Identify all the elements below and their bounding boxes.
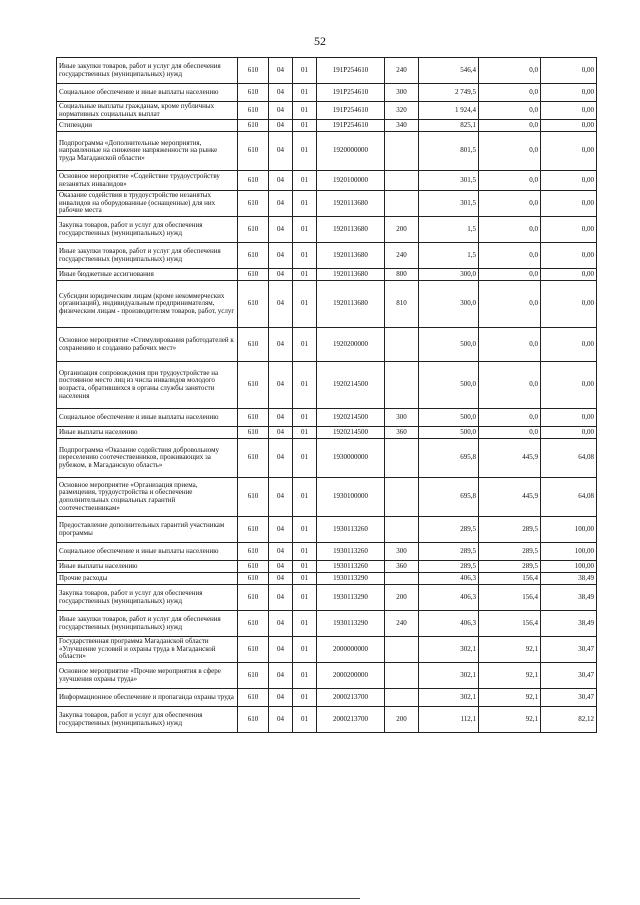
cell-target-item: 1920214500 [317,409,385,427]
cell-ved-code: 610 [238,102,269,120]
cell-ved-code: 610 [238,707,269,733]
cell-ved-code: 610 [238,269,269,281]
cell-ved-code: 610 [238,328,269,362]
cell-execution-percent: 100,00 [541,543,597,561]
cell-name: Социальное обеспечение и иные выплаты населению [57,409,238,427]
cell-section: 04 [269,585,293,611]
cell-section: 04 [269,611,293,637]
cell-execution-percent: 0,00 [541,243,597,269]
cell-name: Подпрограмма «Оказание содействия добровольному переселению соотечественников, проживающих за рубежом, в Магаданскую область» [57,439,238,478]
cell-subsection: 01 [293,120,317,132]
table-row [57,362,597,409]
cell-executed-amount: 0,0 [479,362,541,409]
cell-target-item: 1920113680 [317,217,385,243]
cell-name: Закупка товаров, работ и услуг для обеспечения государственных (муниципальных) нужд [57,585,238,611]
cell-subsection: 01 [293,611,317,637]
table-row [57,84,597,102]
budget-table [56,57,597,733]
cell-expense-type [385,191,419,217]
table-row [57,427,597,439]
table-row [57,439,597,478]
cell-approved-amount: 289,5 [419,561,479,573]
cell-expense-type [385,328,419,362]
cell-expense-type [385,439,419,478]
cell-executed-amount: 0,0 [479,58,541,84]
cell-section: 04 [269,328,293,362]
cell-approved-amount: 289,5 [419,543,479,561]
cell-execution-percent: 38,49 [541,585,597,611]
cell-subsection: 01 [293,478,317,517]
cell-approved-amount: 302,1 [419,663,479,689]
cell-execution-percent: 0,00 [541,132,597,171]
table-row [57,132,597,171]
cell-approved-amount: 406,3 [419,573,479,585]
cell-ved-code: 610 [238,517,269,543]
cell-execution-percent: 30,47 [541,689,597,707]
table-row [57,689,597,707]
cell-section: 04 [269,663,293,689]
cell-ved-code: 610 [238,573,269,585]
cell-ved-code: 610 [238,689,269,707]
cell-section: 04 [269,362,293,409]
cell-target-item: 2000200000 [317,663,385,689]
cell-subsection: 01 [293,243,317,269]
cell-expense-type: 300 [385,543,419,561]
cell-subsection: 01 [293,217,317,243]
cell-name: Иные закупки товаров, работ и услуг для обеспечения государственных (муниципальных) нужд [57,58,238,84]
cell-target-item: 1920113680 [317,281,385,328]
cell-execution-percent: 100,00 [541,517,597,543]
cell-name: Социальное обеспечение и иные выплаты населению [57,543,238,561]
cell-executed-amount: 0,0 [479,217,541,243]
cell-target-item: 1930113290 [317,585,385,611]
cell-approved-amount: 406,3 [419,585,479,611]
cell-execution-percent: 0,00 [541,102,597,120]
cell-name: Стипендии [57,120,238,132]
cell-target-item: 2000213700 [317,707,385,733]
cell-target-item: 191P254610 [317,84,385,102]
cell-ved-code: 610 [238,637,269,663]
cell-execution-percent: 38,49 [541,573,597,585]
cell-execution-percent: 82,12 [541,707,597,733]
cell-target-item: 1930113290 [317,573,385,585]
cell-target-item: 2000213700 [317,689,385,707]
cell-executed-amount: 0,0 [479,132,541,171]
cell-section: 04 [269,517,293,543]
cell-executed-amount: 445,9 [479,439,541,478]
cell-target-item: 1920113680 [317,269,385,281]
cell-name: Прочие расходы [57,573,238,585]
cell-approved-amount: 801,5 [419,132,479,171]
cell-target-item: 1930000000 [317,439,385,478]
cell-approved-amount: 1,5 [419,243,479,269]
cell-approved-amount: 825,1 [419,120,479,132]
table-row [57,328,597,362]
cell-execution-percent: 0,00 [541,362,597,409]
cell-ved-code: 610 [238,543,269,561]
cell-target-item: 1920113680 [317,191,385,217]
cell-subsection: 01 [293,58,317,84]
cell-name: Социальные выплаты гражданам, кроме публичных нормативных социальных выплат [57,102,238,120]
cell-subsection: 01 [293,585,317,611]
table-body [57,58,597,733]
cell-executed-amount: 0,0 [479,328,541,362]
cell-executed-amount: 0,0 [479,281,541,328]
cell-subsection: 01 [293,171,317,191]
cell-section: 04 [269,217,293,243]
cell-executed-amount: 92,1 [479,707,541,733]
cell-section: 04 [269,427,293,439]
cell-target-item: 1920113680 [317,243,385,269]
cell-name: Закупка товаров, работ и услуг для обеспечения государственных (муниципальных) нужд [57,707,238,733]
cell-subsection: 01 [293,191,317,217]
cell-approved-amount: 406,3 [419,611,479,637]
cell-executed-amount: 0,0 [479,171,541,191]
cell-subsection: 01 [293,517,317,543]
cell-expense-type: 810 [385,281,419,328]
cell-section: 04 [269,439,293,478]
cell-ved-code: 610 [238,217,269,243]
cell-name: Организация сопровождения при трудоустройстве на постоянное место лиц из числа инвалидов молодого возраста, обратившихся в органы службы занятости населения [57,362,238,409]
cell-execution-percent: 0,00 [541,84,597,102]
cell-target-item: 1920200000 [317,328,385,362]
cell-expense-type: 200 [385,707,419,733]
cell-ved-code: 610 [238,439,269,478]
cell-target-item: 1930113290 [317,611,385,637]
cell-name: Основное мероприятие «Содействие трудоустройству незанятых инвалидов» [57,171,238,191]
table-row [57,243,597,269]
cell-target-item: 2000000000 [317,637,385,663]
table-row [57,707,597,733]
cell-approved-amount: 300,0 [419,269,479,281]
cell-execution-percent: 0,00 [541,120,597,132]
table-row [57,281,597,328]
cell-execution-percent: 0,00 [541,281,597,328]
cell-ved-code: 610 [238,281,269,328]
cell-ved-code: 610 [238,611,269,637]
cell-subsection: 01 [293,132,317,171]
cell-approved-amount: 546,4 [419,58,479,84]
cell-name: Информационное обеспечение и пропаганда охраны труда [57,689,238,707]
cell-approved-amount: 500,0 [419,362,479,409]
cell-subsection: 01 [293,84,317,102]
cell-subsection: 01 [293,573,317,585]
cell-execution-percent: 0,00 [541,328,597,362]
cell-section: 04 [269,102,293,120]
cell-execution-percent: 64,08 [541,478,597,517]
cell-executed-amount: 0,0 [479,191,541,217]
cell-section: 04 [269,269,293,281]
table-row [57,120,597,132]
cell-expense-type: 360 [385,427,419,439]
cell-expense-type [385,517,419,543]
cell-target-item: 1920214500 [317,427,385,439]
cell-target-item: 1920000000 [317,132,385,171]
cell-section: 04 [269,573,293,585]
cell-section: 04 [269,58,293,84]
cell-subsection: 01 [293,328,317,362]
cell-approved-amount: 302,1 [419,689,479,707]
cell-name: Иные бюджетные ассигнования [57,269,238,281]
cell-approved-amount: 2 749,5 [419,84,479,102]
cell-approved-amount: 1,5 [419,217,479,243]
cell-section: 04 [269,84,293,102]
table-row [57,58,597,84]
cell-ved-code: 610 [238,561,269,573]
table-row [57,191,597,217]
cell-execution-percent: 64,08 [541,439,597,478]
cell-section: 04 [269,543,293,561]
cell-executed-amount: 0,0 [479,84,541,102]
cell-execution-percent: 0,00 [541,171,597,191]
cell-executed-amount: 0,0 [479,409,541,427]
cell-target-item: 1920214500 [317,362,385,409]
cell-expense-type: 320 [385,102,419,120]
cell-name: Иные выплаты населению [57,427,238,439]
cell-ved-code: 610 [238,663,269,689]
cell-subsection: 01 [293,707,317,733]
cell-name: Закупка товаров, работ и услуг для обеспечения государственных (муниципальных) нужд [57,217,238,243]
table-row [57,517,597,543]
cell-approved-amount: 695,8 [419,439,479,478]
cell-executed-amount: 156,4 [479,573,541,585]
cell-target-item: 191P254610 [317,120,385,132]
cell-subsection: 01 [293,689,317,707]
cell-section: 04 [269,171,293,191]
cell-approved-amount: 500,0 [419,427,479,439]
cell-subsection: 01 [293,362,317,409]
cell-section: 04 [269,191,293,217]
cell-expense-type [385,171,419,191]
cell-approved-amount: 301,5 [419,171,479,191]
cell-subsection: 01 [293,269,317,281]
cell-executed-amount: 0,0 [479,269,541,281]
cell-execution-percent: 0,00 [541,269,597,281]
cell-section: 04 [269,409,293,427]
table-row [57,611,597,637]
table-row [57,171,597,191]
cell-approved-amount: 500,0 [419,409,479,427]
cell-name: Субсидии юридическим лицам (кроме некоммерческих организаций), индивидуальным предпринимателям, физическим лицам - производителям товаров, работ, услуг [57,281,238,328]
cell-executed-amount: 156,4 [479,585,541,611]
cell-section: 04 [269,281,293,328]
cell-executed-amount: 289,5 [479,543,541,561]
cell-name: Подпрограмма «Дополнительные мероприятия, направленные на снижение напряженности на рынке труда Магаданской области» [57,132,238,171]
cell-name: Предоставление дополнительных гарантий участникам программы [57,517,238,543]
cell-section: 04 [269,637,293,663]
cell-executed-amount: 156,4 [479,611,541,637]
cell-ved-code: 610 [238,409,269,427]
cell-target-item: 1930113260 [317,517,385,543]
cell-section: 04 [269,707,293,733]
cell-executed-amount: 0,0 [479,427,541,439]
cell-executed-amount: 92,1 [479,663,541,689]
cell-target-item: 1930113260 [317,561,385,573]
cell-name: Социальное обеспечение и иные выплаты населению [57,84,238,102]
cell-expense-type: 300 [385,409,419,427]
cell-ved-code: 610 [238,585,269,611]
cell-ved-code: 610 [238,132,269,171]
cell-subsection: 01 [293,281,317,328]
cell-subsection: 01 [293,439,317,478]
cell-approved-amount: 301,5 [419,191,479,217]
cell-name: Государственная программа Магаданской области «Улучшение условий и охраны труда в Магаданской области» [57,637,238,663]
cell-ved-code: 610 [238,362,269,409]
cell-expense-type: 240 [385,58,419,84]
cell-expense-type: 240 [385,243,419,269]
cell-ved-code: 610 [238,478,269,517]
table-row [57,478,597,517]
cell-name: Основное мероприятие «Стимулирования работодателей к сохранению и созданию рабочих мест» [57,328,238,362]
cell-expense-type [385,132,419,171]
cell-name: Основное мероприятие «Организация приема, размещения, трудоустройства и обеспечение дополнительных социальных гарантий соотечественникам» [57,478,238,517]
cell-ved-code: 610 [238,191,269,217]
cell-execution-percent: 100,00 [541,561,597,573]
cell-executed-amount: 445,9 [479,478,541,517]
cell-execution-percent: 0,00 [541,58,597,84]
cell-subsection: 01 [293,427,317,439]
cell-expense-type [385,478,419,517]
cell-name: Иные закупки товаров, работ и услуг для обеспечения государственных (муниципальных) нужд [57,611,238,637]
table-row [57,585,597,611]
cell-subsection: 01 [293,663,317,689]
cell-approved-amount: 1 924,4 [419,102,479,120]
cell-expense-type: 200 [385,585,419,611]
cell-expense-type: 800 [385,269,419,281]
cell-ved-code: 610 [238,243,269,269]
cell-name: Иные выплаты населению [57,561,238,573]
cell-executed-amount: 0,0 [479,102,541,120]
cell-ved-code: 610 [238,84,269,102]
page-number: 52 [314,34,326,48]
table-row [57,217,597,243]
cell-section: 04 [269,689,293,707]
cell-subsection: 01 [293,637,317,663]
cell-expense-type [385,573,419,585]
cell-ved-code: 610 [238,120,269,132]
cell-approved-amount: 302,1 [419,637,479,663]
cell-approved-amount: 289,5 [419,517,479,543]
cell-execution-percent: 0,00 [541,409,597,427]
cell-expense-type: 240 [385,611,419,637]
cell-execution-percent: 30,47 [541,663,597,689]
cell-subsection: 01 [293,102,317,120]
table-row [57,543,597,561]
cell-expense-type: 300 [385,84,419,102]
cell-executed-amount: 92,1 [479,689,541,707]
cell-executed-amount: 289,5 [479,517,541,543]
cell-section: 04 [269,120,293,132]
cell-target-item: 1930100000 [317,478,385,517]
cell-ved-code: 610 [238,58,269,84]
cell-execution-percent: 0,00 [541,191,597,217]
cell-execution-percent: 38,49 [541,611,597,637]
cell-name: Основное мероприятие «Прочие мероприятия в сфере улучшения охраны труда» [57,663,238,689]
table-row [57,561,597,573]
cell-section: 04 [269,243,293,269]
table-row [57,573,597,585]
cell-subsection: 01 [293,409,317,427]
cell-expense-type: 200 [385,217,419,243]
cell-target-item: 1920100000 [317,171,385,191]
cell-ved-code: 610 [238,427,269,439]
cell-expense-type [385,637,419,663]
cell-approved-amount: 695,8 [419,478,479,517]
cell-executed-amount: 0,0 [479,120,541,132]
table-row [57,637,597,663]
cell-approved-amount: 300,0 [419,281,479,328]
cell-subsection: 01 [293,561,317,573]
cell-execution-percent: 0,00 [541,427,597,439]
table-row [57,269,597,281]
cell-target-item: 191P254610 [317,102,385,120]
cell-approved-amount: 112,1 [419,707,479,733]
cell-expense-type: 340 [385,120,419,132]
cell-expense-type [385,689,419,707]
cell-expense-type [385,663,419,689]
cell-section: 04 [269,561,293,573]
cell-expense-type: 360 [385,561,419,573]
cell-executed-amount: 289,5 [479,561,541,573]
cell-section: 04 [269,132,293,171]
cell-execution-percent: 0,00 [541,217,597,243]
cell-target-item: 1930113260 [317,543,385,561]
cell-approved-amount: 500,0 [419,328,479,362]
cell-section: 04 [269,478,293,517]
cell-executed-amount: 0,0 [479,243,541,269]
cell-name: Иные закупки товаров, работ и услуг для обеспечения государственных (муниципальных) нужд [57,243,238,269]
table-row [57,663,597,689]
table-row [57,409,597,427]
cell-ved-code: 610 [238,171,269,191]
footer-rule [0,898,360,899]
cell-executed-amount: 92,1 [479,637,541,663]
cell-name: Оказание содействия в трудоустройстве незанятых инвалидов на оборудованные (оснащенные) для них рабочие места [57,191,238,217]
cell-expense-type [385,362,419,409]
table-row [57,102,597,120]
cell-execution-percent: 30,47 [541,637,597,663]
cell-subsection: 01 [293,543,317,561]
cell-target-item: 191P254610 [317,58,385,84]
